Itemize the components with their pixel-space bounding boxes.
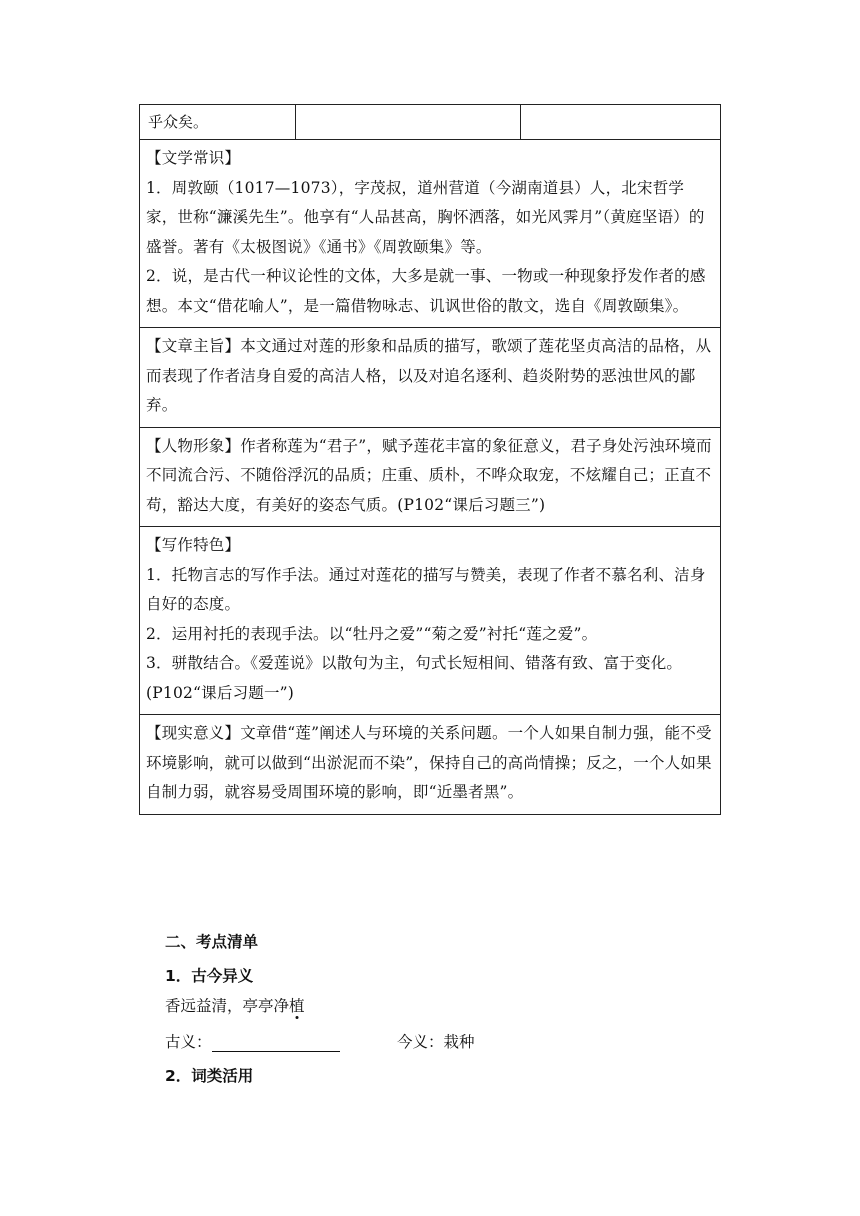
writing-features-section xyxy=(140,527,720,715)
paragraph: 【人物形象】作者称莲为“君子”，赋予莲花丰富的象征意义，君子身处污浊环境而不同流合污、不随俗浮沉的品质；庄重、质朴，不哗众取宠，不炫耀自己；正直不苟，豁达大度，有美好的姿态气质。(P102“课后习题三”) xyxy=(146,436,712,514)
paragraph: 【文章主旨】本文通过对莲的形象和品质的描写，歌颂了莲花坚贞高洁的品格，从而表现了作者洁身自爱的高洁人格，以及对追名逐利、趋炎附势的恶浊世风的鄙弃。 xyxy=(146,337,712,414)
section-heading-exam-points: 二、考点清单 xyxy=(165,933,259,951)
table-top-row xyxy=(140,105,720,140)
table-cell: 乎众矣。 xyxy=(140,105,296,139)
character-section xyxy=(140,428,720,528)
section-heading: 【文学常识】 xyxy=(146,149,241,167)
paragraph: 2．运用衬托的表现手法。以“牡丹之爱”“菊之爱”衬托“莲之爱”。 xyxy=(146,624,598,643)
ancient-meaning-label: 古义： xyxy=(165,1033,212,1051)
paragraph: 1．托物言志的写作手法。通过对莲花的描写与赞美，表现了作者不慕名利、洁身自好的态度。 xyxy=(146,565,706,613)
paragraph: 【现实意义】文章借“莲”阐述人与环境的关系问题。一个人如果自制力强，能不受环境影响，就可以做到“出淤泥而不染”，保持自己的高尚情操；反之，一个人如果自制力弱，就容易受周围环境的影响，即“近墨者黑”。 xyxy=(146,724,712,801)
real-significance-section xyxy=(140,715,720,814)
paragraph: 1．周敦颐（1017—1073），字茂叔，道州营道（今湖南道县）人，北宋哲学家，世称“濂溪先生”。他享有“人品甚高，胸怀洒落，如光风霁月”（黄庭坚语）的盛誉。著有《太极图说》《通书》《周敦颐集》等。 xyxy=(146,178,705,256)
meaning-line xyxy=(165,1030,725,1052)
paragraph: 2．说，是古代一种议论性的文体，大多是就一事、一物或一种现象抒发作者的感想。本文“借花喻人”，是一篇借物咏志、讥讽世俗的散文，选自《周敦颐集》。 xyxy=(146,267,706,315)
item-heading-ancient-modern: 1．古今异义 xyxy=(165,967,254,985)
section-heading: 【写作特色】 xyxy=(146,536,241,554)
literary-knowledge-section xyxy=(140,140,720,328)
table-cell xyxy=(296,105,521,139)
emphasized-char: 植 xyxy=(289,997,305,1015)
example-sentence xyxy=(165,994,305,1016)
modern-meaning: 今义：栽种 xyxy=(397,1033,475,1051)
theme-section xyxy=(140,328,720,428)
item-heading-word-class: 2．词类活用 xyxy=(165,1067,254,1085)
answer-blank[interactable] xyxy=(212,1037,340,1052)
notes-table xyxy=(139,104,721,815)
sentence-text: 香远益清，亭亭净 xyxy=(165,997,290,1015)
paragraph: 3．骈散结合。《爱莲说》以散句为主，句式长短相间、错落有致、富于变化。(P102“课后习题一”) xyxy=(146,654,683,702)
table-cell xyxy=(521,105,720,139)
